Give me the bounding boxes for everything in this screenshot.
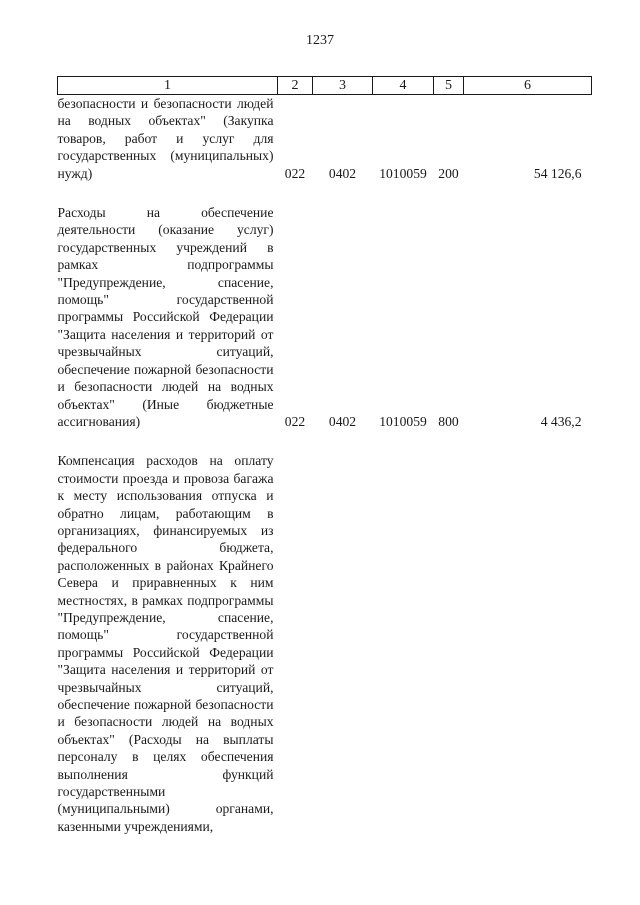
row-section-code: 0402 <box>328 413 357 429</box>
row-amount: 54 126,6 <box>533 165 582 181</box>
column-header-6: 6 <box>464 77 592 95</box>
row-section-code <box>313 452 373 835</box>
column-header-5: 5 <box>434 77 464 95</box>
page-number: 1237 <box>306 33 334 48</box>
row-target-code: 1010059 <box>379 165 427 181</box>
table-row <box>58 452 592 835</box>
row-ministry-code: 022 <box>284 165 306 181</box>
row-target-code: 1010059 <box>379 413 427 429</box>
column-header-4: 4 <box>373 77 434 95</box>
row-expense-type <box>434 452 464 835</box>
column-header-3: 3 <box>313 77 373 95</box>
table-row <box>58 204 592 430</box>
row-spacer <box>58 182 592 204</box>
budget-table <box>57 76 592 835</box>
row-expense-type: 800 <box>438 413 459 429</box>
row-spacer <box>58 430 592 452</box>
column-header-1: 1 <box>58 77 278 95</box>
row-ministry-code <box>278 452 313 835</box>
column-header-row <box>58 77 592 95</box>
row-description: Расходы на обеспечение деятельности (оказание услуг) государственных учреждений в рамках подпрограммы "Предупреждение, спасение, помощь" государственной программы Российской Федерации "Защита населения и территорий от чрезвычайных ситуаций, обеспечение пожарной безопасности и безопасности людей на водных объектах" (Иные бюджетные ассигнования) <box>57 205 274 429</box>
row-ministry-code: 022 <box>284 413 306 429</box>
row-amount: 4 436,2 <box>540 413 582 429</box>
row-section-code: 0402 <box>328 165 357 181</box>
row-description: Компенсация расходов на оплату стоимости проезда и провоза багажа к месту использования отпуска и обратно лицам, работающим в организациях, финансируемых из федерального бюджета, расположенных в районах Крайнего Севера и приравненных к ним местностях, в рамках подпрограммы "Предупреждение, спасение, помощь" государственной программы Российской Федерации "Защита населения и территорий от чрезвычайных ситуаций, обеспечение пожарной безопасности и безопасности людей на водных объектах" (Расходы на выплаты персоналу в целях обеспечения выполнения функций государственными (муниципальными) органами, казенными учреждениями, <box>57 453 274 834</box>
table-row <box>58 95 592 183</box>
row-expense-type: 200 <box>438 165 459 181</box>
column-header-2: 2 <box>278 77 313 95</box>
row-description: безопасности и безопасности людей на водных объектах" (Закупка товаров, работ и услуг для государственных (муниципальных) нужд) <box>57 96 274 181</box>
row-target-code <box>373 452 434 835</box>
row-amount <box>464 452 592 835</box>
